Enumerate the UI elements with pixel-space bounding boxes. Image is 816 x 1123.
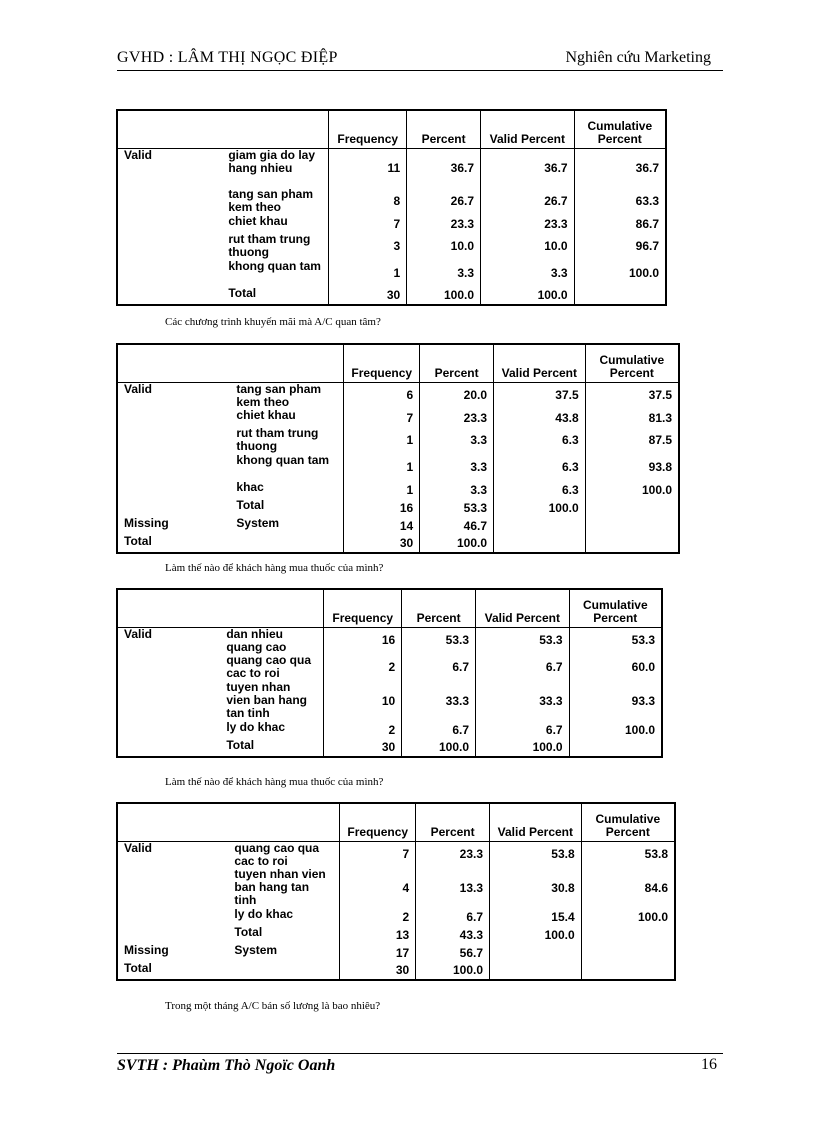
cumulative-percent-cell: 100.0 xyxy=(574,260,666,287)
row-group-label xyxy=(117,287,222,305)
percent-cell: 100.0 xyxy=(402,739,476,757)
percent-cell: 33.3 xyxy=(402,681,476,721)
frequency-cell: 13 xyxy=(340,926,416,944)
caption-2: Làm thế nào để khách hàng mua thuốc của mình? xyxy=(165,562,384,574)
cumulative-percent-cell xyxy=(585,535,679,553)
row-group-label: Missing xyxy=(124,516,169,530)
frequency-table-3 xyxy=(116,588,663,758)
valid-percent-cell: 30.8 xyxy=(490,868,582,908)
cumulative-percent-cell xyxy=(585,499,679,517)
valid-percent-cell: 15.4 xyxy=(490,908,582,926)
col-cumulative-percent: Cumulative Percent xyxy=(574,110,666,148)
col-frequency: Frequency xyxy=(344,344,420,382)
table-row xyxy=(117,908,675,926)
row-category-label: dan nhieu quang cao xyxy=(226,626,287,654)
row-category-label: Total xyxy=(228,286,257,300)
valid-percent-cell: 36.7 xyxy=(481,148,575,188)
row-group-label: Valid xyxy=(124,840,153,855)
row-group-label xyxy=(117,215,222,233)
frequency-cell: 4 xyxy=(340,868,416,908)
valid-percent-cell xyxy=(490,962,582,980)
frequency-cell: 1 xyxy=(329,260,407,287)
cumulative-percent-cell: 100.0 xyxy=(569,721,662,739)
frequency-cell: 2 xyxy=(324,654,402,681)
percent-cell: 43.3 xyxy=(416,926,490,944)
frequency-cell: 1 xyxy=(344,454,420,481)
percent-cell: 23.3 xyxy=(416,841,490,868)
cumulative-percent-cell: 93.3 xyxy=(569,681,662,721)
percent-cell: 100.0 xyxy=(407,287,481,305)
row-group-label xyxy=(117,233,222,260)
row-group-label xyxy=(117,739,220,757)
row-group-label: Valid xyxy=(124,147,153,162)
row-group-label xyxy=(117,499,230,517)
cumulative-percent-cell: 53.8 xyxy=(581,841,675,868)
frequency-cell: 2 xyxy=(324,721,402,739)
valid-percent-cell xyxy=(494,535,586,553)
frequency-cell: 16 xyxy=(324,627,402,654)
percent-cell: 6.7 xyxy=(402,654,476,681)
valid-percent-cell: 37.5 xyxy=(494,382,586,409)
percent-cell: 36.7 xyxy=(407,148,481,188)
row-category-label: rut tham trung thuong xyxy=(228,232,311,259)
table-row xyxy=(117,681,662,721)
col-valid-percent: Valid Percent xyxy=(494,344,586,382)
valid-percent-cell: 100.0 xyxy=(490,926,582,944)
percent-cell: 23.3 xyxy=(407,215,481,233)
col-percent: Percent xyxy=(407,110,481,148)
row-group-label xyxy=(117,188,222,215)
cumulative-percent-cell: 36.7 xyxy=(574,148,666,188)
table-row xyxy=(117,739,662,757)
valid-percent-cell: 33.3 xyxy=(476,681,570,721)
table-row xyxy=(117,944,675,962)
cumulative-percent-cell: 37.5 xyxy=(585,382,679,409)
row-group-label xyxy=(117,681,220,721)
table-row xyxy=(117,654,662,681)
col-frequency: Frequency xyxy=(329,110,407,148)
table-row xyxy=(117,481,679,499)
percent-cell: 53.3 xyxy=(420,499,494,517)
col-cumulative-percent: Cumulative Percent xyxy=(581,803,675,841)
col-cumulative-percent: Cumulative Percent xyxy=(585,344,679,382)
cumulative-percent-cell: 87.5 xyxy=(585,427,679,454)
row-category-label: giam gia do lay hang nhieu xyxy=(228,147,316,175)
table-row xyxy=(117,215,666,233)
valid-percent-cell: 3.3 xyxy=(481,260,575,287)
frequency-cell: 7 xyxy=(340,841,416,868)
row-category-label: ly do khac xyxy=(226,720,286,734)
table-row xyxy=(117,382,679,409)
cumulative-percent-cell: 100.0 xyxy=(585,481,679,499)
row-category-label: Total xyxy=(236,498,265,512)
row-group-label xyxy=(117,926,228,944)
footer-student: SVTH : Phaùm Thò Ngoïc Oanh xyxy=(117,1057,336,1074)
row-category-label: quang cao qua cac to roi xyxy=(226,653,312,680)
table-row xyxy=(117,454,679,481)
cumulative-percent-cell xyxy=(585,517,679,535)
table-row xyxy=(117,841,675,868)
row-category-label: khong quan tam xyxy=(236,453,330,467)
col-valid-percent: Valid Percent xyxy=(490,803,582,841)
row-category-label: chiet khau xyxy=(228,214,288,228)
row-category-label: khac xyxy=(236,480,264,494)
cumulative-percent-cell: 96.7 xyxy=(574,233,666,260)
table-row xyxy=(117,427,679,454)
col-valid-percent: Valid Percent xyxy=(476,589,570,627)
row-group-label xyxy=(117,908,228,926)
page-header xyxy=(117,48,723,71)
percent-cell: 3.3 xyxy=(420,427,494,454)
percent-cell: 53.3 xyxy=(402,627,476,654)
row-group-label xyxy=(117,481,230,499)
valid-percent-cell: 100.0 xyxy=(481,287,575,305)
frequency-cell: 11 xyxy=(329,148,407,188)
frequency-cell: 14 xyxy=(344,517,420,535)
row-group-label xyxy=(117,654,220,681)
row-group-label xyxy=(117,260,222,287)
row-group-label: Total xyxy=(124,961,152,975)
row-category-label xyxy=(230,535,343,553)
table-row xyxy=(117,627,662,654)
cumulative-percent-cell: 93.8 xyxy=(585,454,679,481)
percent-cell: 56.7 xyxy=(416,944,490,962)
row-category-label xyxy=(228,962,339,980)
valid-percent-cell: 6.3 xyxy=(494,481,586,499)
row-category-label: ly do khac xyxy=(234,907,294,921)
frequency-cell: 10 xyxy=(324,681,402,721)
cumulative-percent-cell: 86.7 xyxy=(574,215,666,233)
cumulative-percent-cell xyxy=(569,739,662,757)
percent-cell: 13.3 xyxy=(416,868,490,908)
col-frequency: Frequency xyxy=(324,589,402,627)
caption-4: Trong một tháng A/C bán số lương là bao nhiêu? xyxy=(165,1000,381,1012)
table-row xyxy=(117,721,662,739)
percent-cell: 46.7 xyxy=(420,517,494,535)
row-category-label: System xyxy=(234,943,278,957)
header-subject: Nghiên cứu Marketing xyxy=(565,49,711,66)
percent-cell: 6.7 xyxy=(416,908,490,926)
frequency-cell: 6 xyxy=(344,382,420,409)
percent-cell: 10.0 xyxy=(407,233,481,260)
row-category-label: Total xyxy=(226,738,255,752)
valid-percent-cell: 10.0 xyxy=(481,233,575,260)
table-row xyxy=(117,287,666,305)
row-group-label xyxy=(117,409,230,427)
percent-cell: 20.0 xyxy=(420,382,494,409)
percent-cell: 3.3 xyxy=(420,454,494,481)
valid-percent-cell: 53.8 xyxy=(490,841,582,868)
valid-percent-cell: 6.7 xyxy=(476,654,570,681)
frequency-cell: 1 xyxy=(344,481,420,499)
frequency-cell: 7 xyxy=(344,409,420,427)
frequency-cell: 8 xyxy=(329,188,407,215)
row-group-label: Total xyxy=(124,534,152,548)
table-row xyxy=(117,233,666,260)
valid-percent-cell: 53.3 xyxy=(476,627,570,654)
table-row xyxy=(117,868,675,908)
page-footer xyxy=(117,1053,723,1078)
col-percent: Percent xyxy=(402,589,476,627)
valid-percent-cell xyxy=(490,944,582,962)
row-category-label: rut tham trung thuong xyxy=(236,426,319,453)
row-category-label: khong quan tam xyxy=(228,259,321,273)
frequency-table-2 xyxy=(116,343,680,554)
caption-3: Làm thế nào để khách hàng mua thuốc của mình? xyxy=(165,776,384,788)
frequency-cell: 2 xyxy=(340,908,416,926)
table-row xyxy=(117,962,675,980)
table-row xyxy=(117,409,679,427)
frequency-table-1 xyxy=(116,109,667,306)
row-category-label: tang san pham kem theo xyxy=(236,381,322,409)
row-group-label: Valid xyxy=(124,381,153,396)
row-group-label: Valid xyxy=(124,626,153,641)
row-group-label xyxy=(117,721,220,739)
row-category-label: tuyen nhan vien ban hang tan tinh xyxy=(226,680,308,720)
col-cumulative-percent: Cumulative Percent xyxy=(569,589,662,627)
frequency-cell: 3 xyxy=(329,233,407,260)
table-row xyxy=(117,926,675,944)
frequency-table-4 xyxy=(116,802,676,981)
valid-percent-cell: 6.7 xyxy=(476,721,570,739)
table-row xyxy=(117,517,679,535)
cumulative-percent-cell xyxy=(581,962,675,980)
percent-cell: 23.3 xyxy=(420,409,494,427)
row-category-label: quang cao qua cac to roi xyxy=(234,840,320,868)
valid-percent-cell: 26.7 xyxy=(481,188,575,215)
row-group-label xyxy=(117,868,228,908)
page-number: 16 xyxy=(701,1056,717,1073)
percent-cell: 26.7 xyxy=(407,188,481,215)
row-category-label: Total xyxy=(234,925,263,939)
frequency-cell: 17 xyxy=(340,944,416,962)
percent-cell: 3.3 xyxy=(407,260,481,287)
cumulative-percent-cell: 81.3 xyxy=(585,409,679,427)
valid-percent-cell: 43.8 xyxy=(494,409,586,427)
cumulative-percent-cell: 100.0 xyxy=(581,908,675,926)
col-percent: Percent xyxy=(416,803,490,841)
valid-percent-cell: 6.3 xyxy=(494,454,586,481)
frequency-cell: 1 xyxy=(344,427,420,454)
cumulative-percent-cell: 60.0 xyxy=(569,654,662,681)
cumulative-percent-cell xyxy=(574,287,666,305)
frequency-cell: 30 xyxy=(324,739,402,757)
caption-1: Các chương trình khuyến mãi mà A/C quan tâm? xyxy=(165,316,381,328)
table-row xyxy=(117,260,666,287)
percent-cell: 6.7 xyxy=(402,721,476,739)
cumulative-percent-cell xyxy=(581,944,675,962)
row-category-label: chiet khau xyxy=(236,408,296,422)
cumulative-percent-cell: 84.6 xyxy=(581,868,675,908)
row-category-label: System xyxy=(236,516,280,530)
col-valid-percent: Valid Percent xyxy=(481,110,575,148)
row-group-label: Missing xyxy=(124,943,169,957)
valid-percent-cell: 100.0 xyxy=(476,739,570,757)
table-row xyxy=(117,499,679,517)
percent-cell: 100.0 xyxy=(420,535,494,553)
row-group-label xyxy=(117,427,230,454)
percent-cell: 3.3 xyxy=(420,481,494,499)
row-group-label xyxy=(117,454,230,481)
valid-percent-cell: 23.3 xyxy=(481,215,575,233)
cumulative-percent-cell xyxy=(581,926,675,944)
valid-percent-cell: 6.3 xyxy=(494,427,586,454)
frequency-cell: 30 xyxy=(344,535,420,553)
row-category-label: tuyen nhan vien ban hang tan tinh xyxy=(234,867,326,907)
frequency-cell: 30 xyxy=(340,962,416,980)
table-row xyxy=(117,535,679,553)
frequency-cell: 30 xyxy=(329,287,407,305)
col-frequency: Frequency xyxy=(340,803,416,841)
col-percent: Percent xyxy=(420,344,494,382)
table-row xyxy=(117,188,666,215)
percent-cell: 100.0 xyxy=(416,962,490,980)
frequency-cell: 16 xyxy=(344,499,420,517)
row-category-label: tang san pham kem theo xyxy=(228,187,313,214)
frequency-cell: 7 xyxy=(329,215,407,233)
cumulative-percent-cell: 63.3 xyxy=(574,188,666,215)
header-advisor: GVHD : LÂM THỊ NGỌC ĐIỆP xyxy=(117,49,338,66)
valid-percent-cell: 100.0 xyxy=(494,499,586,517)
valid-percent-cell xyxy=(494,517,586,535)
table-row xyxy=(117,148,666,188)
cumulative-percent-cell: 53.3 xyxy=(569,627,662,654)
